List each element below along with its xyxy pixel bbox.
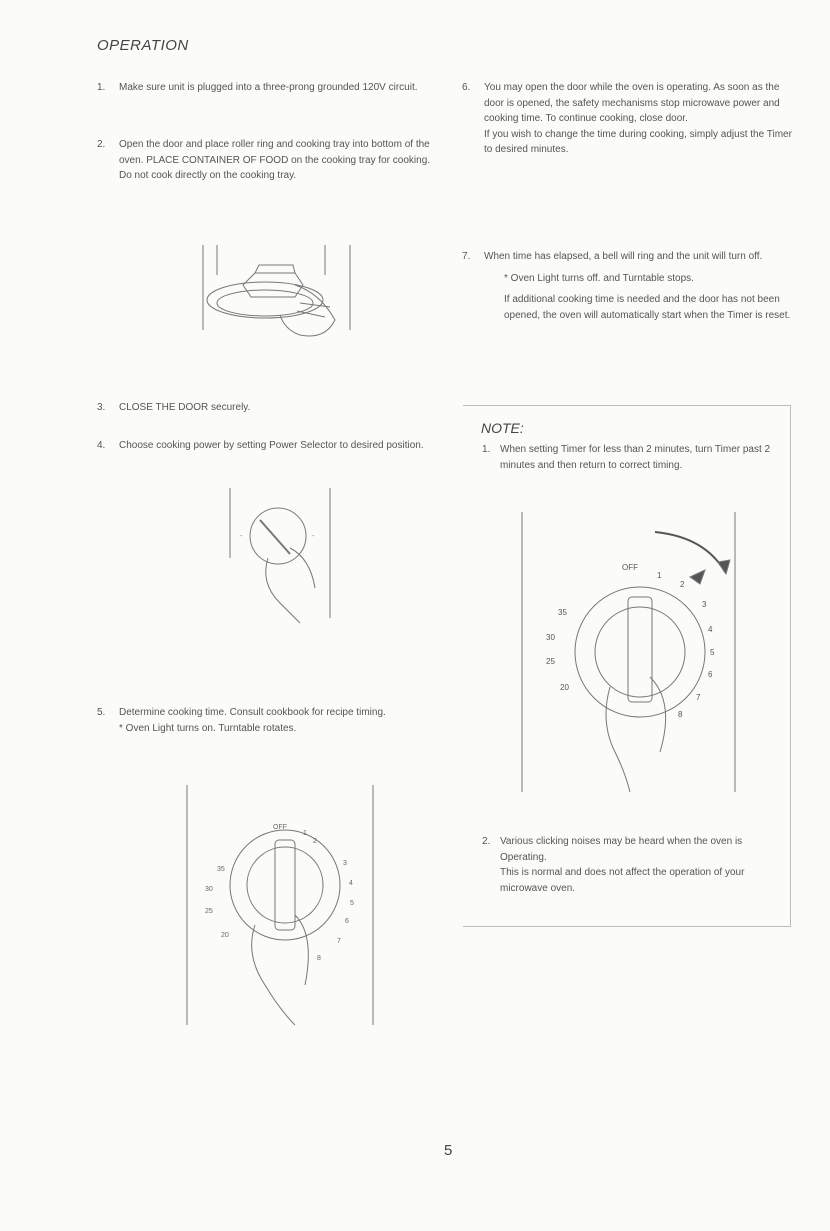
note-text-2: This is normal and does not affect the operation of your microwave oven. — [500, 867, 745, 894]
step-1 — [97, 80, 434, 96]
step-3 — [97, 400, 434, 416]
note-text: Various clicking noises may be heard when the oven is Operating. — [500, 836, 743, 863]
step-bullet: * Oven Light turns off. and Turntable stops. — [504, 272, 694, 284]
timer-dial-illustration — [185, 785, 375, 1030]
step-number: 1. — [97, 82, 106, 93]
svg-text:OFF: OFF — [622, 563, 638, 572]
step-number: 4. — [97, 440, 106, 451]
svg-text:1: 1 — [657, 571, 662, 580]
step-text: CLOSE THE DOOR securely. — [119, 402, 251, 413]
step-bullet: * Oven Light turns on. Turntable rotates. — [119, 722, 297, 734]
page-number: 5 — [444, 1142, 453, 1159]
step-text: Choose cooking power by setting Power Selector to desired position. — [119, 440, 424, 451]
dial-off-label: OFF — [273, 824, 287, 831]
step-note: If you wish to change the time during cooking, simply adjust the Timer to desired minutes. — [484, 128, 792, 155]
svg-text:5: 5 — [710, 648, 715, 657]
svg-text:7: 7 — [696, 693, 701, 702]
timer-dial-turning-illustration — [520, 512, 740, 797]
step-number: 5. — [97, 707, 106, 718]
svg-text:4: 4 — [349, 880, 353, 887]
step-text: You may open the door while the oven is operating. As soon as the door is opened, the safety mechanisms stop microwave power and cooking time. To continue cooking, close door. — [484, 82, 780, 124]
svg-text:5: 5 — [350, 900, 354, 907]
svg-text:25: 25 — [205, 908, 213, 915]
svg-text:30: 30 — [546, 633, 555, 642]
step-note: Do not cook directly on the cooking tray. — [119, 170, 297, 181]
svg-text:4: 4 — [708, 625, 713, 634]
svg-text:6: 6 — [345, 918, 349, 925]
note-text: When setting Timer for less than 2 minutes, turn Timer past 2 minutes and then return to correct timing. — [500, 444, 771, 471]
step-6 — [462, 80, 794, 158]
svg-text:35: 35 — [217, 866, 225, 873]
step-text: Open the door and place roller ring and cooking tray into bottom of the oven. PLACE CONTAINER OF FOOD on the cooking tray for cooking. — [119, 139, 431, 166]
svg-text:-: - — [312, 533, 315, 540]
step-2 — [97, 137, 434, 184]
svg-text:3: 3 — [343, 860, 347, 867]
step-5 — [97, 705, 434, 736]
step-text: When time has elapsed, a bell will ring and the unit will turn off. — [484, 251, 763, 262]
note-number: 2. — [482, 836, 491, 847]
step-number: 2. — [97, 139, 106, 150]
note-title: NOTE: — [481, 420, 524, 436]
svg-text:35: 35 — [558, 608, 567, 617]
svg-text:-: - — [240, 533, 243, 540]
step-4 — [97, 438, 434, 454]
svg-text:6: 6 — [708, 670, 713, 679]
svg-text:20: 20 — [560, 683, 569, 692]
svg-text:25: 25 — [546, 657, 555, 666]
svg-text:20: 20 — [221, 932, 229, 939]
step-number: 3. — [97, 402, 106, 413]
oven-tray-illustration — [195, 245, 360, 355]
svg-text:1: 1 — [303, 830, 307, 837]
note-2 — [482, 834, 782, 896]
step-number: 6. — [462, 82, 471, 93]
note-number: 1. — [482, 444, 491, 455]
step-text: Determine cooking time. Consult cookbook for recipe timing. — [119, 707, 386, 718]
note-1 — [482, 442, 782, 473]
svg-text:2: 2 — [680, 580, 685, 589]
svg-text:3: 3 — [702, 600, 707, 609]
page-title: OPERATION — [97, 37, 189, 54]
step-number: 7. — [462, 251, 471, 262]
svg-text:8: 8 — [678, 710, 683, 719]
step-7 — [462, 249, 794, 323]
svg-text:8: 8 — [317, 955, 321, 962]
step-text: Make sure unit is plugged into a three-prong grounded 120V circuit. — [119, 82, 418, 93]
svg-text:2: 2 — [313, 838, 317, 845]
power-selector-illustration — [220, 488, 340, 628]
step-note: If additional cooking time is needed and the door has not been opened, the oven will automatically start when the Timer is reset. — [504, 294, 791, 321]
svg-text:30: 30 — [205, 886, 213, 893]
svg-text:7: 7 — [337, 938, 341, 945]
